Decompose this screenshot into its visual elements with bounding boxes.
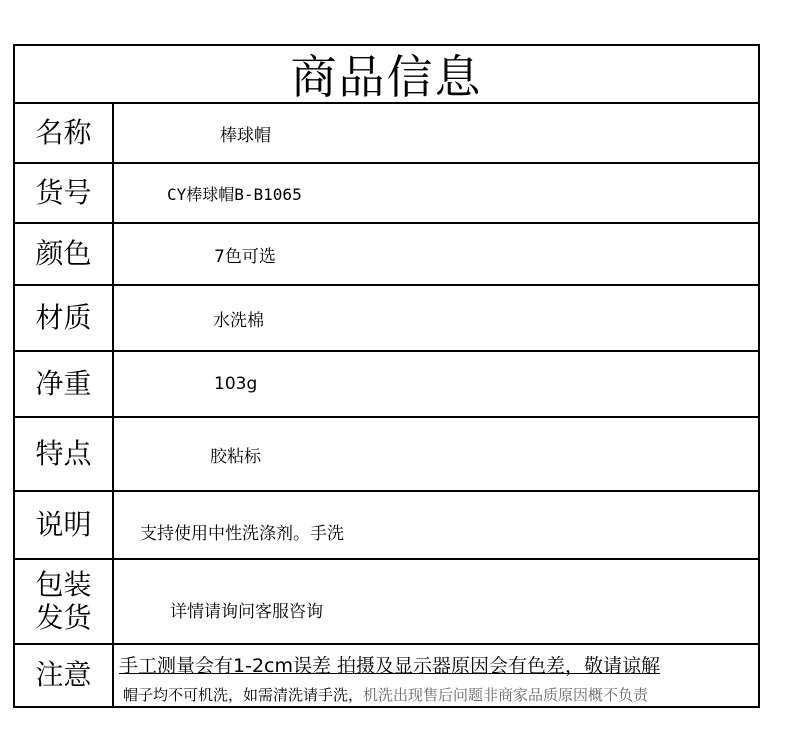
row-value: 7色可选 (214, 246, 276, 267)
row-label: 材质 (15, 286, 114, 350)
notice-line-measurement: 手工测量会有1-2cm误差 拍摄及显示器原因会有色差，敬请谅解 (119, 655, 661, 677)
row-label (15, 560, 114, 643)
row-value: 详情请询问客服咨询 (170, 602, 323, 622)
row-label: 说明 (15, 492, 114, 558)
row-value: 支持使用中性洗涤剂。手洗 (140, 523, 344, 544)
row-label: 特点 (15, 418, 114, 490)
row-value: CY棒球帽B-B1065 (167, 184, 302, 204)
notice-line-washing (123, 684, 648, 705)
row-label-line: 发货 (35, 600, 92, 634)
notice-line-washing-b: 机洗出现售后问题非商家品质原因概不负责 (363, 686, 649, 704)
row-color (15, 224, 758, 286)
row-name (15, 104, 758, 164)
row-label: 注意 (15, 645, 114, 706)
row-value: 胶粘标 (210, 446, 261, 467)
row-packaging-shipping (15, 560, 758, 645)
row-feature (15, 418, 758, 492)
row-item-number (15, 164, 758, 224)
row-label: 货号 (15, 164, 114, 222)
row-material (15, 286, 758, 352)
row-notice (15, 645, 758, 706)
row-label: 名称 (15, 104, 114, 162)
row-label: 净重 (15, 352, 114, 416)
row-value: 水洗棉 (213, 310, 264, 331)
notice-line-washing-a: 帽子均不可机洗，如需清洗请手洗， (123, 686, 364, 704)
row-label-line: 包装 (35, 568, 92, 602)
row-label: 颜色 (15, 224, 114, 284)
table-title: 商品信息 (15, 46, 758, 104)
row-value: 棒球帽 (220, 125, 271, 146)
row-description (15, 492, 758, 560)
product-info-table (13, 44, 760, 708)
row-value: 103g (214, 374, 258, 394)
row-net-weight (15, 352, 758, 418)
